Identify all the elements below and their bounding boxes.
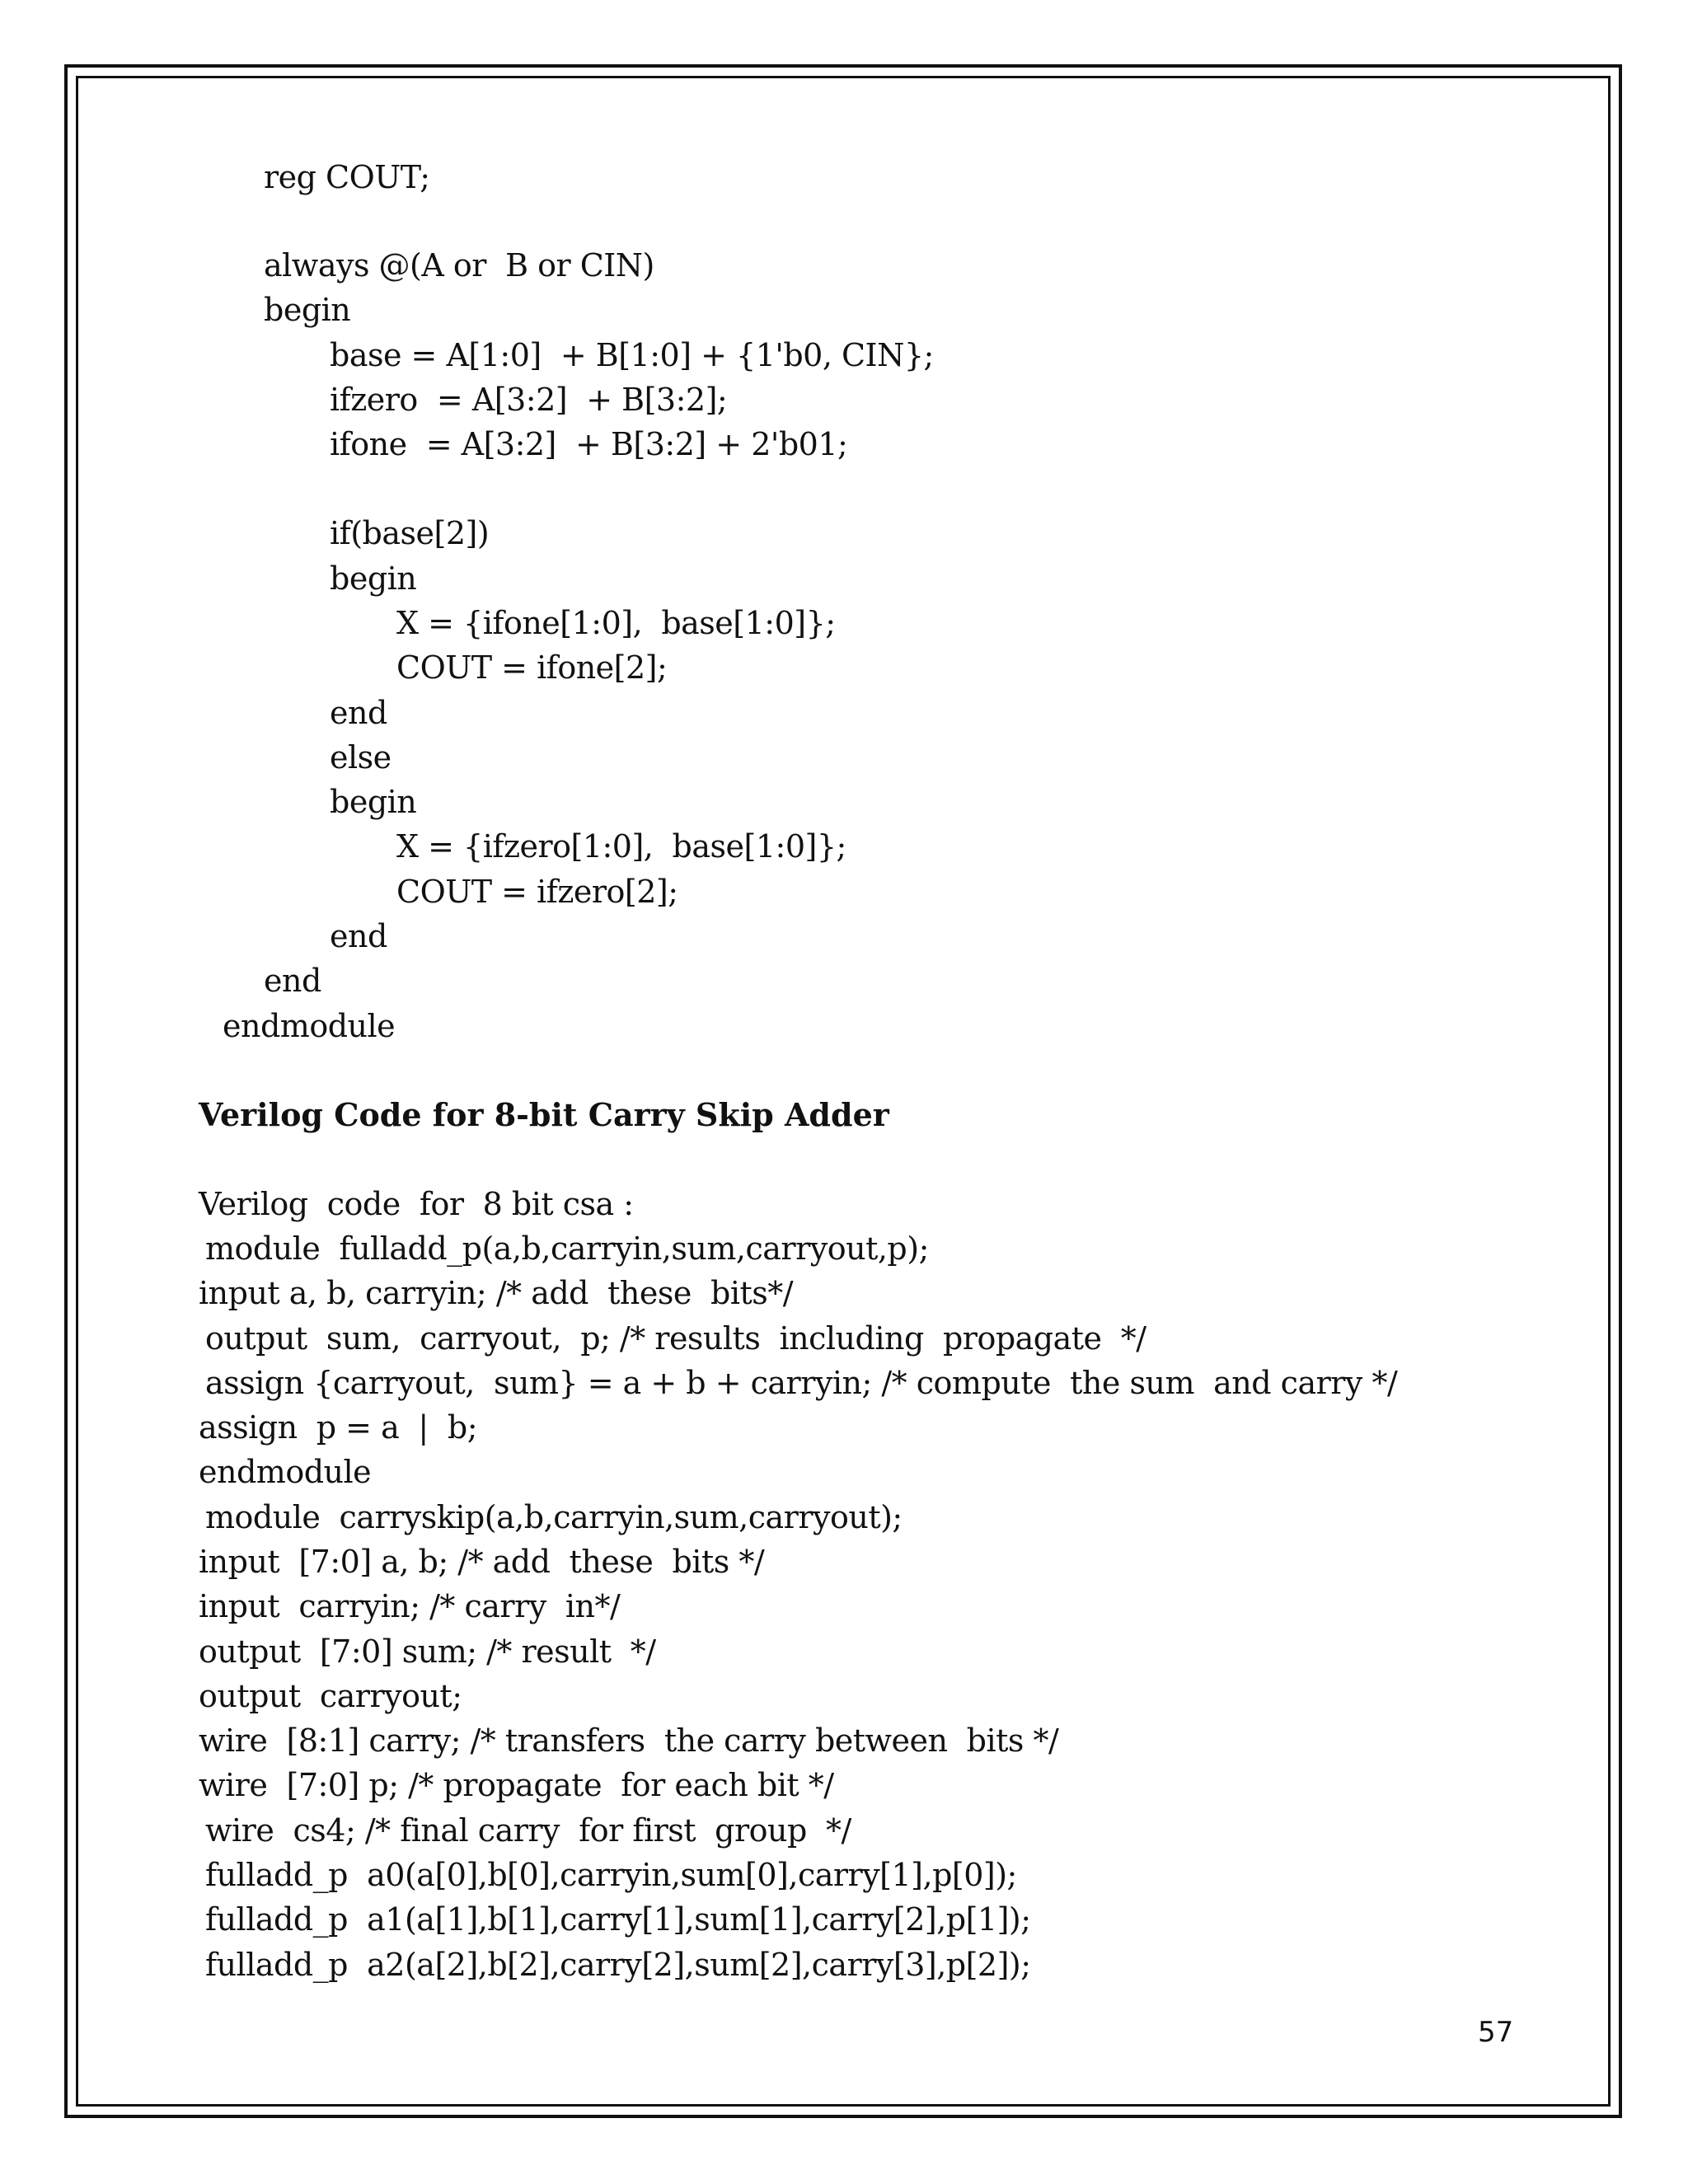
code-line: base = A[1:0] + B[1:0] + {1'b0, CIN}; — [330, 337, 934, 373]
code-line: output sum, carryout, p; /* results including propagate */ — [205, 1320, 1146, 1357]
code-line: output [7:0] sum; /* result */ — [199, 1633, 656, 1670]
code-line: endmodule — [199, 1454, 372, 1490]
code-line: wire [7:0] p; /* propagate for each bit */ — [199, 1767, 834, 1803]
code-line: Verilog code for 8 bit csa : — [199, 1186, 634, 1222]
code-line: assign p = a | b; — [199, 1409, 477, 1446]
code-line: begin — [330, 784, 417, 820]
code-line: fulladd_p a2(a[2],b[2],carry[2],sum[2],carry[3],p[2]); — [205, 1947, 1031, 1983]
code-line: module carryskip(a,b,carryin,sum,carryout); — [205, 1499, 903, 1535]
section-heading: Verilog Code for 8-bit Carry Skip Adder — [199, 1096, 889, 1133]
code-line: COUT = ifone[2]; — [396, 649, 668, 686]
code-line: wire cs4; /* final carry for first group */ — [205, 1812, 851, 1849]
code-line: input carryin; /* carry in*/ — [199, 1588, 621, 1624]
code-line: COUT = ifzero[2]; — [396, 874, 678, 910]
code-line: else — [330, 739, 392, 776]
code-line: fulladd_p a0(a[0],b[0],carryin,sum[0],carry[1],p[0]); — [205, 1857, 1017, 1893]
code-line: X = {ifzero[1:0], base[1:0]}; — [396, 828, 846, 865]
code-line: output carryout; — [199, 1678, 462, 1714]
code-line: endmodule — [223, 1008, 396, 1044]
code-line: module fulladd_p(a,b,carryin,sum,carryout,p); — [205, 1230, 929, 1267]
code-line: ifzero = A[3:2] + B[3:2]; — [330, 382, 728, 418]
code-line: if(base[2]) — [330, 515, 490, 551]
code-line: end — [264, 963, 321, 999]
code-line: wire [8:1] carry; /* transfers the carry between bits */ — [199, 1722, 1059, 1759]
code-line: always @(A or B or CIN) — [264, 247, 654, 284]
code-line: reg COUT; — [264, 159, 430, 195]
code-line: input [7:0] a, b; /* add these bits */ — [199, 1544, 765, 1580]
code-line: begin — [264, 292, 351, 328]
code-line: end — [330, 918, 387, 954]
code-line: fulladd_p a1(a[1],b[1],carry[1],sum[1],carry[2],p[1]); — [205, 1901, 1031, 1938]
code-line: begin — [330, 560, 417, 597]
code-line: ifone = A[3:2] + B[3:2] + 2'b01; — [330, 426, 848, 462]
code-line: X = {ifone[1:0], base[1:0]}; — [396, 605, 836, 641]
code-line: end — [330, 695, 387, 731]
page-number: 57 — [1478, 2016, 1514, 2049]
code-line: assign {carryout, sum} = a + b + carryin; /* compute the sum and carry */ — [205, 1365, 1398, 1401]
code-line: input a, b, carryin; /* add these bits*/ — [199, 1275, 794, 1311]
